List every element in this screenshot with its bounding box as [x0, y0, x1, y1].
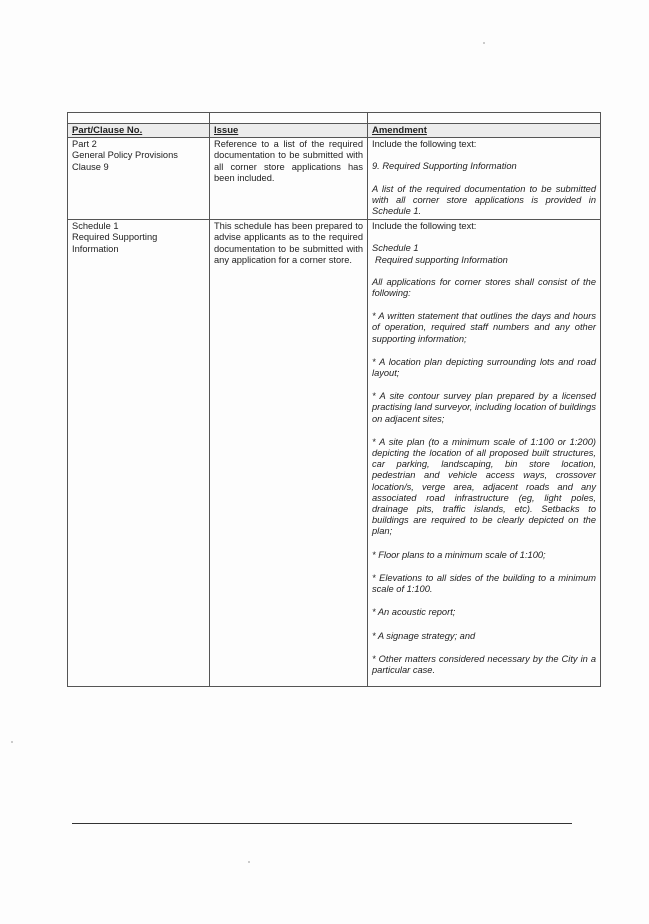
- list-item: * A written statement that outlines the days and hours of operation, required staff numbers and any other supporting information;: [372, 311, 596, 344]
- list-item: * An acoustic report;: [372, 607, 456, 618]
- header-issue: Issue: [210, 124, 368, 138]
- schedule-subtitle: Required supporting Information: [375, 254, 508, 265]
- clause-heading: 9. Required Supporting Information: [372, 161, 517, 172]
- header-amendment: Amendment: [368, 124, 601, 138]
- list-item: * Elevations to all sides of the building to a minimum scale of 1:100.: [372, 572, 596, 595]
- table-row: [68, 138, 601, 220]
- list-item: * A signage strategy; and: [372, 630, 476, 641]
- part-clause-cell: Part 2 General Policy Provisions Clause 9: [68, 138, 210, 220]
- list-item: * Other matters considered necessary by the City in a particular case.: [372, 653, 596, 675]
- list-item: * A site contour survey plan prepared by a licensed practising land surveyor, including location of buildings on adjacent sites;: [372, 391, 596, 424]
- table-header-row: [68, 124, 601, 138]
- scan-speck: [11, 741, 13, 743]
- list-item: * Floor plans to a minimum scale of 1:100;: [372, 549, 546, 560]
- schedule-title: Schedule 1: [372, 243, 419, 254]
- part-clause-cell: Schedule 1 Required Supporting Information: [68, 220, 210, 687]
- amendment-cell: Include the following text: Schedule 1 Required supporting Information All applications for corner stores shall consist of the following: * A written statement that outlines the days and hours of operation, required staff numbers and any other supporting information; * A location plan depicting surrounding lots and road layout; * A site contour survey plan prepared by a licensed practising land surveyor, including location of buildings on adjacent sites; * A site plan (to a minimum scale of 1:100 or 1:200) depicting the location of all proposed built structures, car parking, landscaping, bin store location, pedestrian and vehicle access ways, crossover location/s, verge area, adjacent roads and any associated road infrastructure (eg, light poles, drainage pits, traffic islands, etc). Setbacks to buildings are required to be clearly depicted on the plan; * Floor plans to a minimum scale of 1:100; * Elevations to all sides of the building to a minimum scale of 1:100. * An acoustic report; * A signage strategy; and * Other matters considered necessary by the City in a particular case.: [368, 220, 601, 687]
- scan-speck: [248, 861, 250, 863]
- footer-rule: [72, 823, 572, 824]
- issue-cell: Reference to a list of the required documentation to be submitted with all corner store applications has been included.: [210, 138, 368, 220]
- scan-speck: [483, 42, 485, 44]
- issue-cell: This schedule has been prepared to advise applicants as to the required documentation to be submitted with any application for a corner store.: [210, 220, 368, 687]
- list-item: * A site plan (to a minimum scale of 1:100 or 1:200) depicting the location of all proposed built structures, car parking, landscaping, bin store location, pedestrian and vehicle access ways, crossover location/s, verge area, adjacent roads and any associated road infrastructure (eg, light poles, drainage pits, traffic islands, etc). Setbacks to buildings are required to be clearly depicted on the plan;: [372, 436, 596, 537]
- table-row: [68, 220, 601, 687]
- amendment-cell: Include the following text: 9. Required Supporting Information A list of the required documentation to be submitted with all corner store applications is provided in Schedule 1.: [368, 138, 601, 220]
- header-part-clause: Part/Clause No.: [68, 124, 210, 138]
- amendment-table: [67, 112, 601, 687]
- table-spacer-row: [68, 113, 601, 124]
- list-item: * A location plan depicting surrounding lots and road layout;: [372, 356, 596, 379]
